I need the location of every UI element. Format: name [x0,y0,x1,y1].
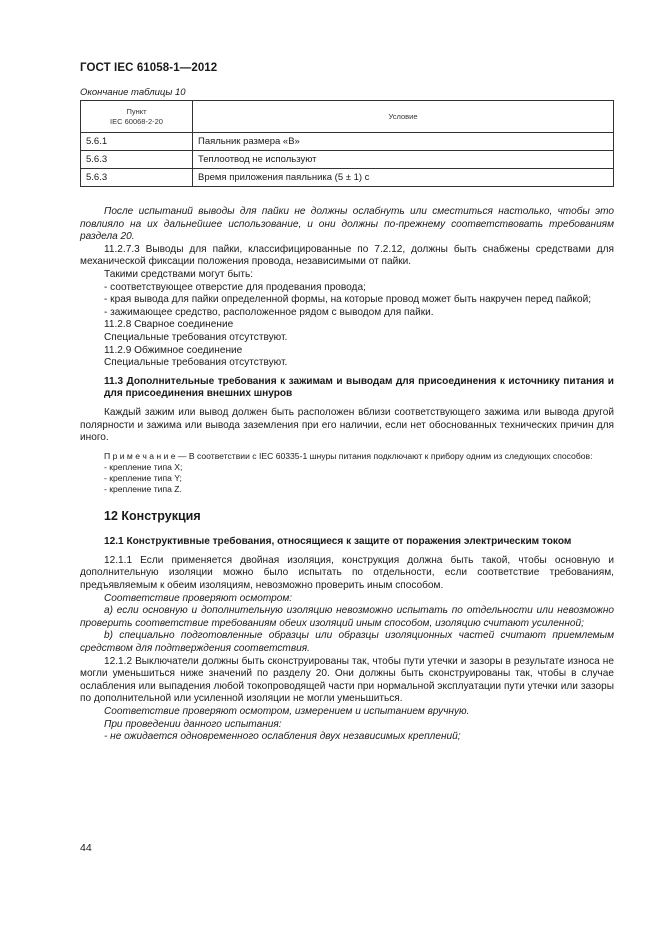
section-heading-11-3: 11.3 Дополнительные требования к зажимам и выводам для присоединения к источнику питания и для присоединения внешних шнуров [104,375,614,400]
list-item: b) специально подготовленные образцы или образцы изоляционных частей считают приемлемым средством для подтверждения соответствия. [80,630,614,655]
list-item: - зажимающее средство, расположенное рядом с выводом для пайки. [104,306,434,318]
list-item: а) если основную и дополнительную изоляцию невозможно испытать по отдельности или невозможно проверить соответствие требованиям обеих изоляций иным способом, изоляцию считают усиленной; [80,605,614,629]
list-item: - соответствующее отверстие для продевания провода; [104,281,366,293]
paragraph-12-1-1: 12.1.1 Если применяется двойная изоляция, конструкция должна быть такой, чтобы основную и дополнительную изоляции можно было испытать по отдельности, если соответствие требованиям, предъявляемым к обеим изоляциям, невозможно проверить иным способом. [80,554,614,592]
paragraph: Такими средствами могут быть: [104,268,254,280]
table-cell-condition: Теплоотвод не используют [193,151,614,169]
paragraph: Соответствие проверяют осмотром: [104,592,293,604]
paragraph: Специальные требования отсутствуют. [104,331,288,343]
conditions-table [80,100,614,187]
list-item: - крепление типа Y; [104,472,182,483]
section-heading-12-1: 12.1 Конструктивные требования, относящиеся к защите от поражения электрическим током [104,536,572,548]
table-cell-clause: 5.6.3 [81,151,193,169]
table-cell-clause: 5.6.3 [81,169,193,187]
paragraph: При проведении данного испытания: [104,718,282,730]
paragraph: Соответствие проверяют осмотром, измерением и испытанием вручную. [104,706,470,717]
document-header: ГОСТ IEC 61058-1—2012 [80,62,218,74]
table-header-row [81,101,614,133]
list-item: - крепление типа Z. [104,483,182,494]
note-text: — В соответствии с IEC 60335-1 шнуры питания подключают к прибору одним из следующих способов: [175,450,593,461]
col-condition-header: Условие [193,101,614,133]
body-text [80,206,614,744]
table-cell-condition: Время приложения паяльника (5 ± 1) с [193,169,614,187]
table-caption: Окончание таблицы 10 [80,87,186,98]
col-clause-header-line2: IEC 60068-2-20 [110,116,163,126]
section-heading-12: 12 Конструкция [104,508,201,523]
list-item: - крепление типа X; [104,461,183,472]
note [80,451,614,462]
note-label: П р и м е ч а н и е [104,450,176,461]
list-item: - не ожидается одновременного ослабления двух независимых креплений; [104,731,461,743]
paragraph: Специальные требования отсутствуют. [104,357,288,369]
col-clause-header [81,101,193,133]
subclause-11-2-8: 11.2.8 Сварное соединение [104,319,234,331]
table-row [81,169,614,187]
paragraph: После испытаний выводы для пайки не должны ослабнуть или сместиться настолько, чтобы это повлияло на их дальнейшее использование, и они должны по-прежнему соответствовать требованиям раздела 20. [80,206,614,243]
table-cell-clause: 5.6.1 [81,133,193,151]
paragraph-11-2-7-3: 11.2.7.3 Выводы для пайки, классифицированные по 7.2.12, должны быть снабжены средствами для механической фиксации положения провода, независимыми от пайки. [80,243,614,268]
col-clause-header-line1: Пункт [126,106,147,116]
list-item: - края вывода для пайки определенной формы, на которые провод может быть накручен перед пайкой; [104,294,592,306]
subclause-11-2-9: 11.2.9 Обжимное соединение [104,344,243,356]
table-row [81,151,614,169]
table-cell-condition: Паяльник размера «B» [193,133,614,151]
page-number: 44 [80,842,92,854]
table-row [81,133,614,151]
paragraph: Каждый зажим или вывод должен быть расположен вблизи соответствующего зажима или вывода другой полярности и зажима или вывода заземления при его наличии, если нет обоснованных технических причин для иного. [80,406,614,444]
paragraph-12-1-2: 12.1.2 Выключатели должны быть сконструированы так, чтобы пути утечки и зазоры в результате износа не могли уменьшиться ниже значений по разделу 20. Они должны быть сконструированы так, чтобы в случае ослабления или выпадения любой токопроводящей части при нормальной эксплуатации пути утечки или зазоры по дополнительной или усиленной изоляции не могли уменьшиться. [80,655,614,705]
